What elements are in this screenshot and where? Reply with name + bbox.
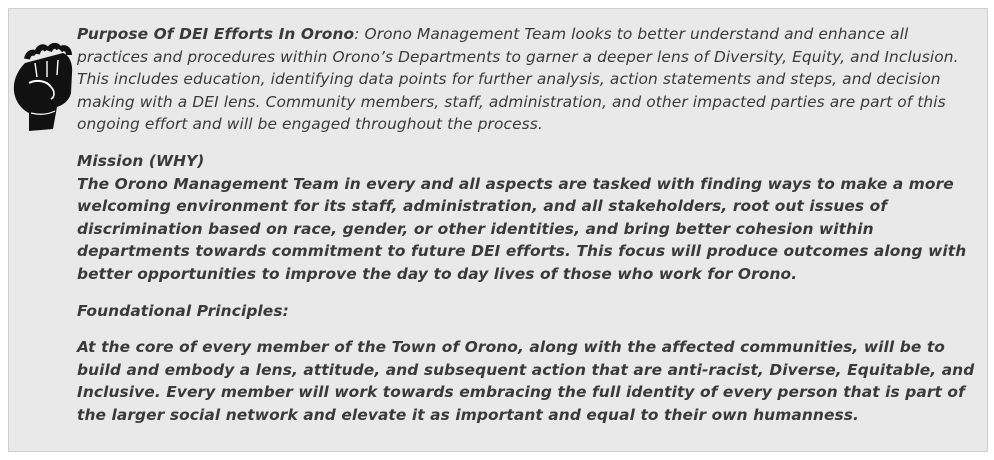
principles-heading: Foundational Principles: — [77, 301, 289, 320]
mission-body: The Orono Management Team in every and all aspects are tasked with finding ways to make a more welcoming environment for its staff, administration, and all stakeholders, root out issues of discrimination based on race, gender, or other identities, and bring better cohesion within departments towards commitment to future DEI efforts. This focus will produce outcomes along with better opportunities to improve the day to day lives of those who work for Orono. — [77, 174, 967, 283]
purpose-body: Orono Management Team looks to better understand and enhance all practices and procedures within Orono’s Departments to garner a deeper lens of Diversity, Equity, and Inclusion. This includes education, identifying data points for further analysis, action statements and steps, and decision making with a DEI lens. Community members, staff, administration, and other impacted parties are part of this ongoing effort and will be engaged throughout the process. — [77, 25, 959, 134]
purpose-paragraph — [77, 23, 977, 136]
mission-section — [77, 150, 977, 286]
principles-body: At the core of every member of the Town of Orono, along with the affected communities, will be to build and embody a lens, attitude, and subsequent action that are anti-racist, Diverse, Equitable, and Inclusive. Every member will work towards embracing the full identity of every person that is part of the larger social network and elevate it as important and equal to their own humanness. — [77, 338, 975, 424]
purpose-separator: : — [354, 25, 360, 43]
purpose-heading: Purpose Of DEI Efforts In Orono — [77, 25, 355, 43]
statement-text — [77, 23, 977, 427]
mission-heading: Mission (WHY) — [77, 151, 205, 170]
dei-statement-panel — [8, 8, 988, 452]
raised-fist-icon — [11, 43, 75, 133]
